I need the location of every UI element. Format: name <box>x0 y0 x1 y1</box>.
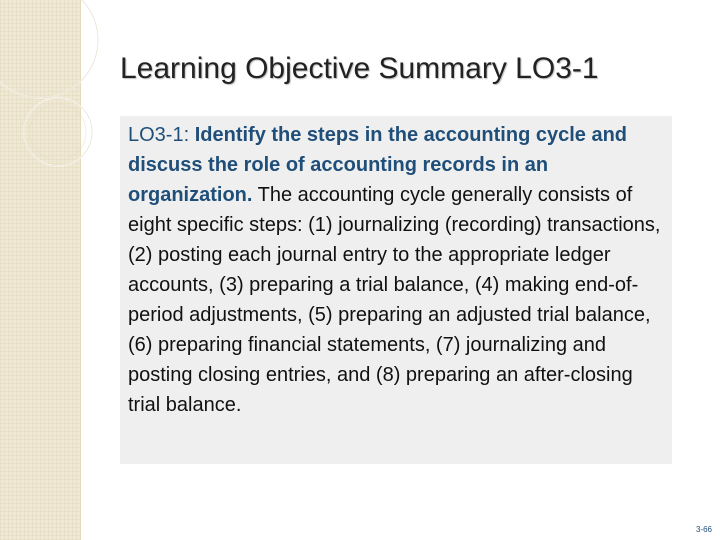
slide-number: 3-66 <box>695 525 712 534</box>
objective-summary-text <box>128 120 664 420</box>
objective-statement: Identify the steps in the accounting cycle and discuss the role of accounting records in an organization. <box>128 124 628 206</box>
objective-summary-box <box>120 116 672 464</box>
objective-code: LO3-1: <box>128 124 195 146</box>
objective-summary: The accounting cycle generally consists of eight specific steps: (1) journalizing (recording) transactions, (2) posting each journal entry to the appropriate ledger accounts, (3) preparing a trial balance, (4) making end-of-period adjustments, (5) preparing an adjusted trial balance, (6) preparing financial statements, (7) journalizing and posting closing entries, and (8) preparing an after-closing trial balance. <box>128 184 661 416</box>
slide-title: Learning Objective Summary LO3-1 <box>120 52 599 85</box>
